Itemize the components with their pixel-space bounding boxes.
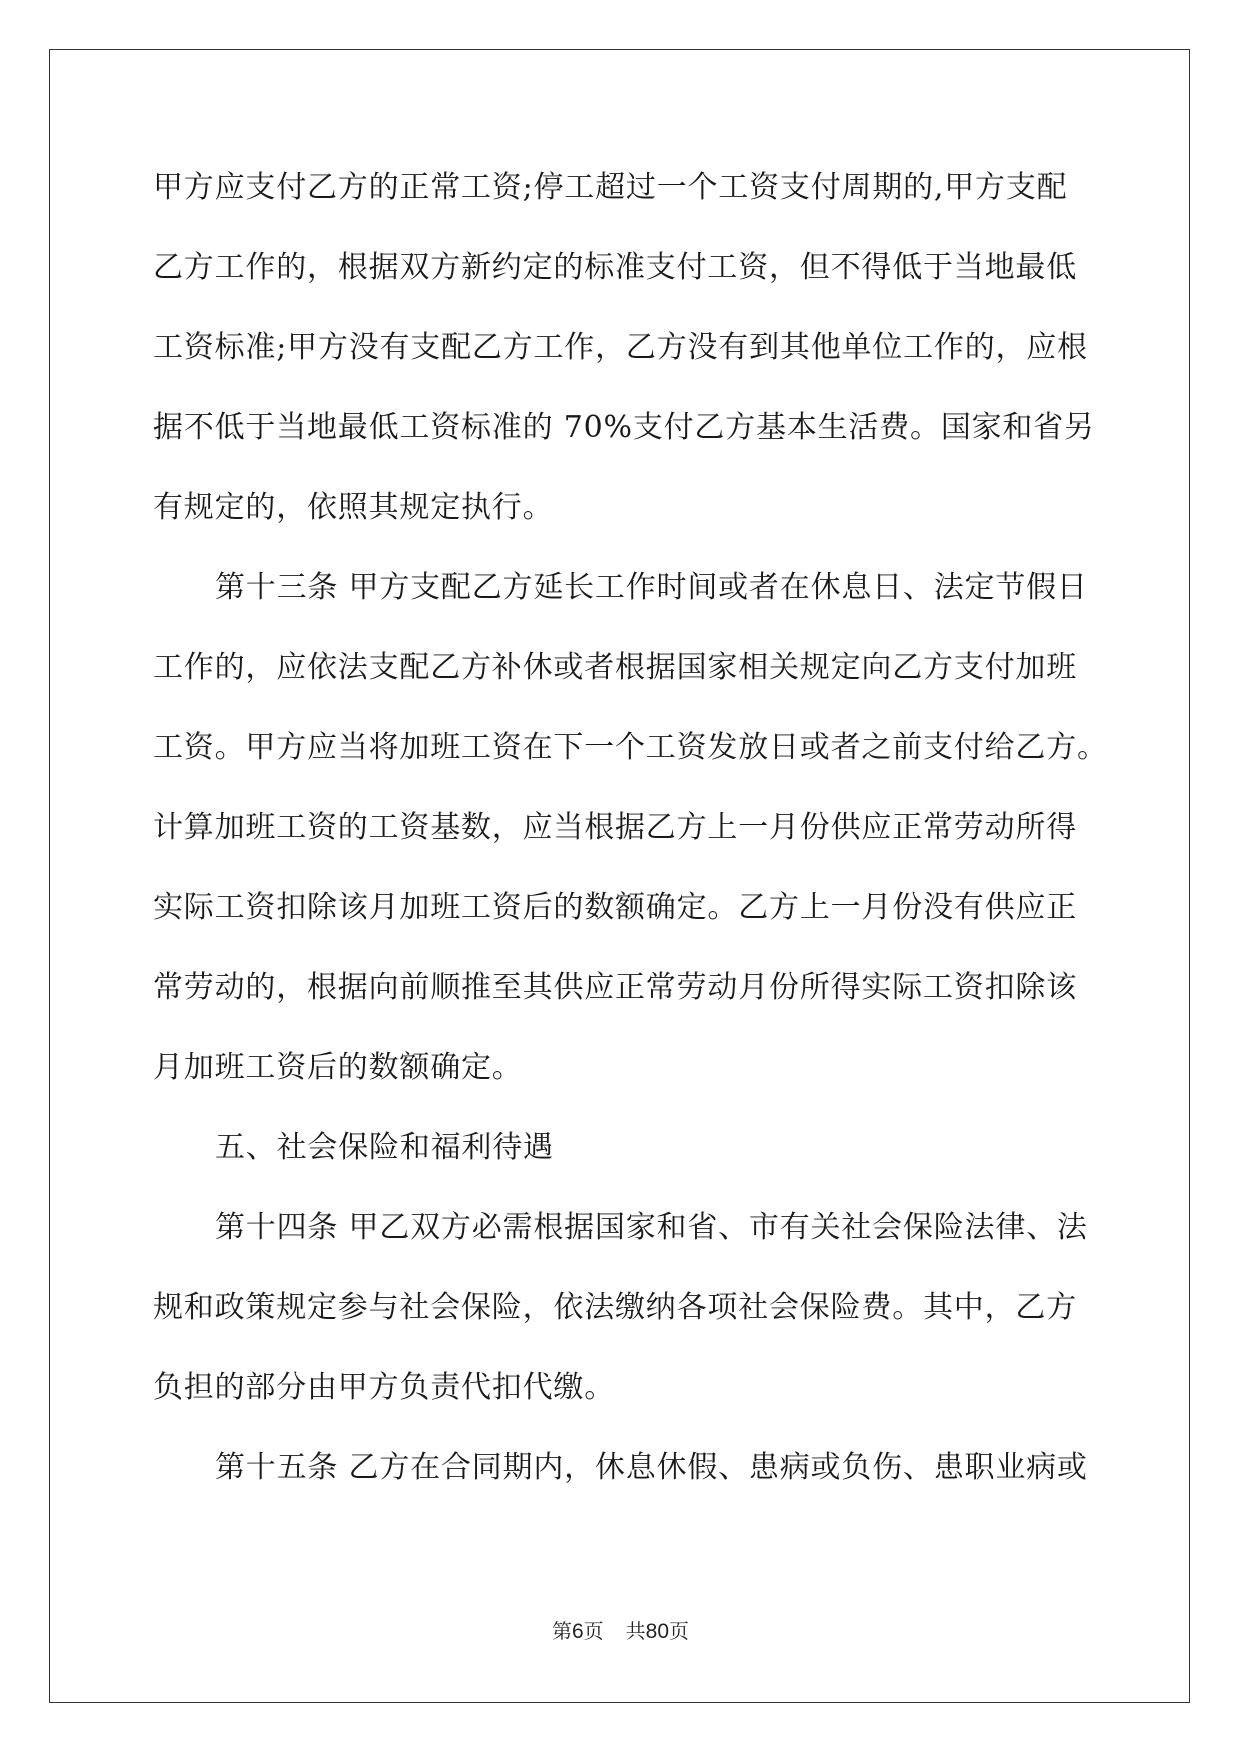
footer-page-suffix: 页: [583, 1619, 604, 1643]
text-line: 第十四条 甲乙双方必需根据国家和省、市有关社会保险法律、法: [215, 1210, 1088, 1245]
footer-total-prefix: 共: [625, 1619, 646, 1643]
text-line: 负担的部分由甲方负责代扣代缴。: [153, 1370, 615, 1405]
text-line: 常劳动的，根据向前顺推至其供应正常劳动月份所得实际工资扣除该: [153, 970, 1077, 1005]
text-line: 规和政策规定参与社会保险，依法缴纳各项社会保险费。其中，乙方: [153, 1290, 1077, 1325]
text-line: 工作的，应依法支配乙方补休或者根据国家相关规定向乙方支付加班: [153, 650, 1077, 685]
document-body: [153, 160, 1108, 1520]
text-line: 第十五条 乙方在合同期内，休息休假、患病或负伤、患职业病或: [215, 1450, 1088, 1485]
text-line: 实际工资扣除该月加班工资后的数额确定。乙方上一月份没有供应正: [153, 890, 1077, 925]
text-line: 第十三条 甲方支配乙方延长工作时间或者在休息日、法定节假日: [215, 570, 1088, 605]
text-line: 乙方工作的，根据双方新约定的标准支付工资，但不得低于当地最低: [153, 250, 1077, 285]
text-line: 五、社会保险和福利待遇: [215, 1130, 554, 1165]
text-line: 工资标准;甲方没有支配乙方工作，乙方没有到其他单位工作的，应根: [153, 330, 1088, 365]
footer-total-suffix: 页: [669, 1619, 690, 1643]
text-line: 有规定的，依照其规定执行。: [153, 490, 554, 525]
text-line: 月加班工资后的数额确定。: [153, 1050, 523, 1085]
text-line: 工资。甲方应当将加班工资在下一个工资发放日或者之前支付给乙方。: [153, 730, 1108, 765]
footer-page-number: 6: [571, 1620, 584, 1643]
text-line: 甲方应支付乙方的正常工资;停工超过一个工资支付周期的,甲方支配: [153, 170, 1068, 205]
text-line: 据不低于当地最低工资标准的 70%支付乙方基本生活费。国家和省另: [153, 410, 1095, 445]
text-line: 计算加班工资的工资基数，应当根据乙方上一月份供应正常劳动所得: [153, 810, 1077, 845]
page-footer: [0, 1617, 1241, 1646]
footer-page-prefix: 第: [551, 1619, 572, 1643]
footer-total-pages: 80: [645, 1620, 670, 1643]
